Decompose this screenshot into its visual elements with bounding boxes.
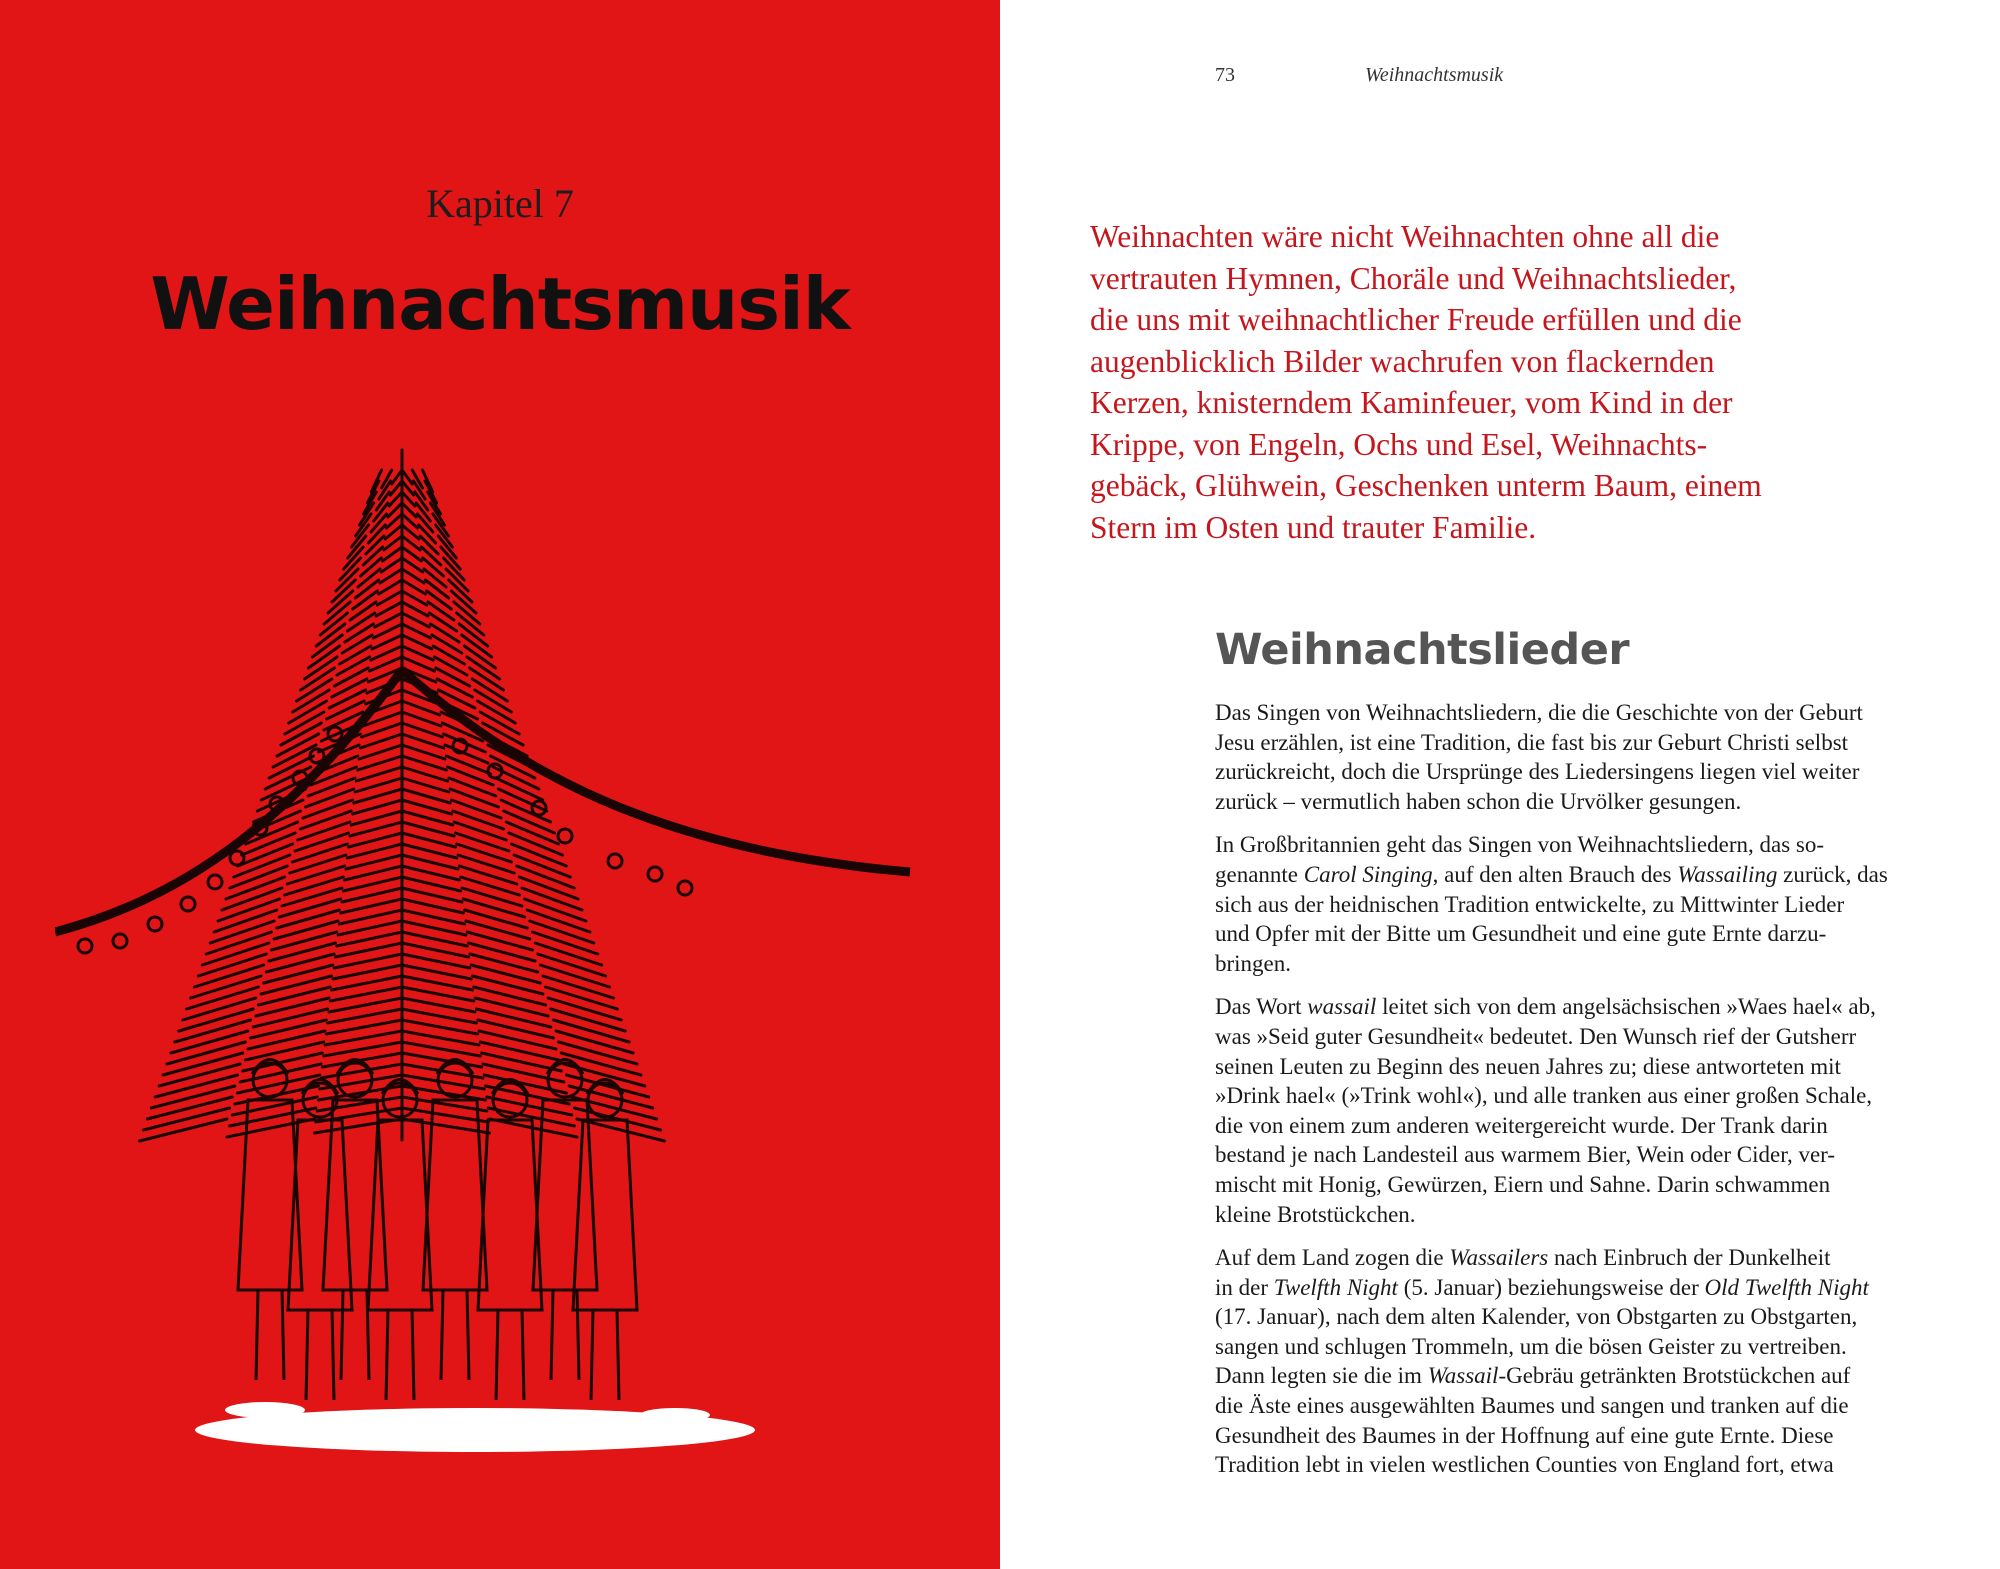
tree-branch (269, 943, 336, 961)
tree-branch (163, 1053, 243, 1075)
tree-branch (147, 1097, 232, 1119)
body-line: zurück – vermutlich haben schon die Urvölker gesungen. (1215, 788, 1742, 814)
tree-branch (366, 536, 384, 554)
body-text-run: genannte (1215, 861, 1304, 887)
tree-branch (155, 1075, 237, 1097)
tree-branch (279, 899, 340, 917)
intro-line: vertrauten Hymnen, Choräle und Weihnachtslieder, (1090, 260, 1737, 296)
body-line: was »Seid guter Gesundheit« bedeutet. Den Wunsch rief der Gutsherr (1215, 1023, 1857, 1049)
tree-branch (355, 580, 378, 598)
body-line: In Großbritannien geht das Singen von Weihnachtsliedern, das so- (1215, 832, 1825, 858)
tree-branch (435, 657, 468, 675)
body-line: »Drink hael« (»Trink wohl«), und alle tranken aus einer großen Schale, (1215, 1083, 1873, 1109)
tree-branch (543, 976, 613, 998)
tree-branch (446, 756, 490, 774)
tree-branch (423, 558, 444, 576)
tree-branch (337, 657, 370, 675)
tree-branch (548, 998, 621, 1020)
intro-line: Stern im Osten und trauter Familie. (1090, 509, 1537, 545)
tree-branch (361, 558, 382, 576)
tree-branch (368, 525, 385, 543)
tree-branch (332, 679, 367, 697)
tree-branch (463, 899, 524, 917)
tree-branch (504, 811, 555, 833)
body-paragraph (1215, 992, 1935, 1229)
tree-branch (261, 976, 331, 994)
tree-branch (458, 855, 514, 873)
tree-branch (538, 954, 606, 976)
tree-branch (454, 822, 506, 840)
ornament-icon (78, 939, 92, 953)
tree-branch (449, 778, 496, 796)
tree-branch (517, 866, 574, 888)
body-line: kleine Brotstückchen. (1215, 1201, 1416, 1227)
italic-term: Wassailers (1449, 1245, 1549, 1271)
ornament-icon (608, 854, 622, 868)
intro-line: augenblicklich Bilder wachrufen von flackernden (1090, 343, 1715, 379)
tree-branch (522, 888, 582, 910)
tree-branch (480, 1042, 558, 1060)
tree-branch (433, 646, 464, 664)
tree-branch (187, 987, 259, 1009)
tree-branch (214, 910, 277, 932)
tree-branch (535, 943, 602, 965)
tree-branch (512, 844, 567, 866)
tree-branch (471, 965, 540, 983)
tree-branch (306, 789, 354, 807)
tree-branch (532, 932, 597, 954)
tree-branch (277, 910, 340, 928)
tree-branch (452, 800, 502, 818)
intro-line: Kerzen, knisterndem Kaminfeuer, vom Kind in der (1090, 385, 1733, 420)
caroler-figure (423, 1060, 487, 1381)
ornament-icon (230, 851, 244, 865)
tree-branch (469, 943, 536, 961)
christmas-tree-carolers-illustration (55, 440, 925, 1480)
tree-branch (300, 811, 351, 829)
section-heading: Weihnachtslieder (1215, 625, 1630, 675)
tree-branch (264, 965, 333, 983)
ornament-icon (208, 875, 222, 889)
tree-branch (238, 844, 293, 866)
body-line: Jesu erzählen, ist eine Tradition, die fast bis zur Geburt Christi selbst (1215, 729, 1849, 755)
body-paragraph (1215, 1243, 1935, 1480)
tree-branch (540, 965, 609, 987)
body-text-run: leitet sich von dem angelsächsischen »Waes hael« ab, (1376, 994, 1876, 1020)
tree-branch (295, 833, 348, 851)
tree-branch (475, 998, 548, 1016)
tree-branch (347, 613, 374, 631)
tree-branch (450, 789, 498, 807)
tree-branch (432, 635, 462, 653)
tree-branch (298, 822, 350, 840)
body-line: sich aus der heidnischen Tradition entwickelte, zu Mittwinter Lieder (1215, 891, 1845, 917)
tree-branch (175, 1020, 251, 1042)
tree-branch (530, 921, 594, 943)
body-text-run: (5. Januar) beziehungsweise der (1397, 1274, 1705, 1300)
tree-branch (329, 690, 365, 708)
tree-branch (457, 844, 512, 862)
tree-branch (191, 976, 261, 998)
tree-branch (230, 866, 287, 888)
tree-branch (202, 943, 269, 965)
body-line: mischt mit Honig, Gewürzen, Eiern und Sahne. Darin schwammen (1215, 1171, 1831, 1197)
tree-branch (143, 1108, 229, 1130)
body-text-run: Dann legten sie die im (1215, 1363, 1428, 1389)
tree-branch (179, 1009, 253, 1031)
tree-branch (266, 954, 334, 972)
tree-branch (527, 910, 590, 932)
tree-branch (282, 888, 342, 906)
tree-branch (556, 1031, 633, 1053)
tree-branch (159, 1064, 240, 1086)
body-text-run: Auf dem Land zogen die (1215, 1245, 1450, 1271)
body-line: Gesundheit des Baumes in der Hoffnung auf eine gute Ernte. Diese (1215, 1422, 1834, 1448)
tree-branch (195, 965, 264, 987)
tree-branch (436, 668, 470, 686)
intro-line: Weihnachten wäre nicht Weihnachten ohne all die (1090, 219, 1720, 254)
tree-branch (429, 613, 456, 631)
tree-branch (455, 833, 508, 851)
tree-branch (479, 1031, 556, 1049)
tree-branch (303, 800, 353, 818)
tree-branch (424, 569, 446, 587)
tree-branch (327, 701, 365, 719)
tree-branch (248, 1031, 325, 1049)
tree-branch (272, 932, 337, 950)
italic-term: Wassail (1427, 1363, 1499, 1389)
right-page (1000, 0, 2000, 1569)
caroler-figure (533, 1060, 597, 1381)
tree-branch (353, 591, 378, 609)
ornament-icon (678, 881, 692, 895)
body-text-run: -Gebräu getränkten Brotstückchen auf (1498, 1363, 1851, 1389)
tree-branch (437, 679, 472, 697)
tree-branch (308, 778, 355, 796)
tree-branch (287, 866, 344, 884)
tree-branch (421, 547, 440, 565)
intro-line: gebäck, Glühwein, Geschenken unterm Baum, einem (1090, 468, 1762, 503)
tree-branch (514, 855, 570, 877)
tree-branch (476, 1009, 550, 1027)
body-line (1215, 1273, 1935, 1303)
tree-branch (345, 624, 374, 642)
body-text-run: nach Einbruch der Dunkelheit (1548, 1245, 1831, 1271)
body-paragraph (1215, 830, 1935, 978)
ornament-icon (648, 867, 662, 881)
tree-branch (167, 1042, 245, 1064)
tree-branch (453, 811, 504, 829)
tree-branch (171, 1031, 248, 1053)
tree-branch (253, 1009, 327, 1027)
tree-branch (292, 844, 347, 862)
body-text (1215, 698, 1935, 1494)
body-line: Tradition lebt in vielen westlichen Counties von England fort, etwa (1215, 1452, 1834, 1478)
body-text-run: zurück, das (1777, 861, 1888, 887)
intro-line: Krippe, von Engeln, Ochs und Esel, Weihnachts- (1090, 426, 1708, 462)
tree-branch (342, 635, 372, 653)
tree-branch (245, 1042, 323, 1060)
tree-branch (420, 536, 438, 554)
body-line: Das Singen von Weihnachtsliedern, die die Geschichte von der Geburt (1215, 700, 1863, 725)
page-number: 73 (1215, 64, 1235, 86)
tree-branch (226, 877, 285, 899)
tree-branch (363, 547, 382, 565)
ornament-icon (113, 934, 127, 948)
ornament-icon (558, 829, 572, 843)
tree-branch (467, 932, 532, 950)
tree-branch (285, 877, 344, 895)
body-text-run: in der (1215, 1274, 1274, 1300)
tree-branch (350, 602, 376, 620)
running-head: Weihnachtsmusik (1365, 64, 1504, 86)
tree-branch (569, 1086, 653, 1108)
tree-branch (553, 1020, 629, 1042)
tree-branch (222, 888, 282, 910)
body-line: bestand je nach Landesteil aus warmem Bier, Wein oder Cider, ver- (1215, 1142, 1836, 1168)
tree-branch (470, 954, 538, 972)
tree-branch (506, 822, 558, 844)
italic-term: Carol Singing (1303, 861, 1433, 887)
tree-branch (551, 1009, 625, 1031)
tree-branch (427, 591, 452, 609)
body-line: (17. Januar), nach dem alten Kalender, von Obstgarten zu Obstgarten, (1215, 1304, 1858, 1330)
ornament-icon (181, 897, 195, 911)
tree-branch (478, 1020, 554, 1038)
tree-branch (474, 987, 546, 1005)
body-line: seinen Leuten zu Beginn des neuen Jahres zu; diese antworteten mit (1215, 1053, 1841, 1079)
body-text-run: Das Wort (1215, 994, 1308, 1020)
tree-branch (290, 855, 346, 873)
tree-branch (425, 580, 448, 598)
tree-branch (358, 569, 380, 587)
intro-paragraph (1090, 216, 1870, 548)
tree-branch (448, 767, 494, 785)
body-line: und Opfer mit der Bitte um Gesundheit und eine gute Ernte darzu- (1215, 921, 1827, 947)
tree-branch (256, 998, 329, 1016)
tree-branch (546, 987, 618, 1009)
ornament-icon (148, 917, 162, 931)
italic-term: Wassailing (1677, 861, 1778, 887)
tree-branch (227, 1119, 315, 1137)
body-line (1215, 992, 1935, 1022)
caroler-figure (368, 1080, 432, 1401)
tree-branch (431, 624, 460, 642)
tree-branch (465, 910, 528, 928)
tree-branch (258, 987, 330, 1005)
tree-branch (525, 899, 586, 921)
body-line: bringen. (1215, 950, 1292, 976)
tree-branch (230, 1108, 316, 1126)
intro-line: die uns mit weihnachtlicher Freude erfüllen und die (1090, 302, 1742, 337)
chapter-title: Weihnachtsmusik (150, 262, 850, 346)
italic-term: wassail (1307, 994, 1377, 1020)
tree-branch (462, 888, 522, 906)
tree-branch (340, 646, 371, 664)
caroler-figure (478, 1080, 542, 1401)
tree-branch (274, 921, 338, 939)
tree-branch (198, 954, 266, 976)
body-line: zurückreicht, doch die Ursprünge des Liedersingens liegen viel weiter (1215, 759, 1860, 785)
chapter-label: Kapitel 7 (426, 181, 574, 226)
tree-branch (466, 921, 530, 939)
body-line (1215, 860, 1935, 890)
tree-branch (218, 899, 279, 921)
body-line: die Äste eines ausgewählten Baumes und sangen und tranken auf die (1215, 1393, 1849, 1419)
tree-branch (428, 602, 454, 620)
tree-branch (206, 932, 271, 954)
tree-branch (472, 976, 542, 994)
italic-term: Old Twelfth Night (1704, 1274, 1869, 1300)
tree-branch (461, 877, 520, 895)
tree-branch (334, 668, 368, 686)
tree-branch (210, 921, 274, 943)
tree-branch (234, 855, 290, 877)
body-line: sangen und schlugen Trommeln, um die bösen Geister zu vertreiben. (1215, 1333, 1847, 1359)
tree-branch (519, 877, 578, 899)
body-line (1215, 1361, 1935, 1391)
body-line: die von einem zum anderen weitergereicht wurde. Der Trank darin (1215, 1112, 1828, 1138)
tree-branch (140, 1119, 228, 1141)
tree-branch (459, 866, 516, 884)
body-text-run: , auf den alten Brauch des (1432, 861, 1678, 887)
tree-branch (419, 525, 436, 543)
body-paragraph (1215, 698, 1935, 816)
tree-branch (251, 1020, 327, 1038)
tree-branch (183, 998, 256, 1020)
tree-branch (151, 1086, 235, 1108)
italic-term: Twelfth Night (1273, 1274, 1398, 1300)
tree-branch (509, 833, 562, 855)
body-line (1215, 1243, 1935, 1273)
snow-ground (195, 1402, 755, 1452)
